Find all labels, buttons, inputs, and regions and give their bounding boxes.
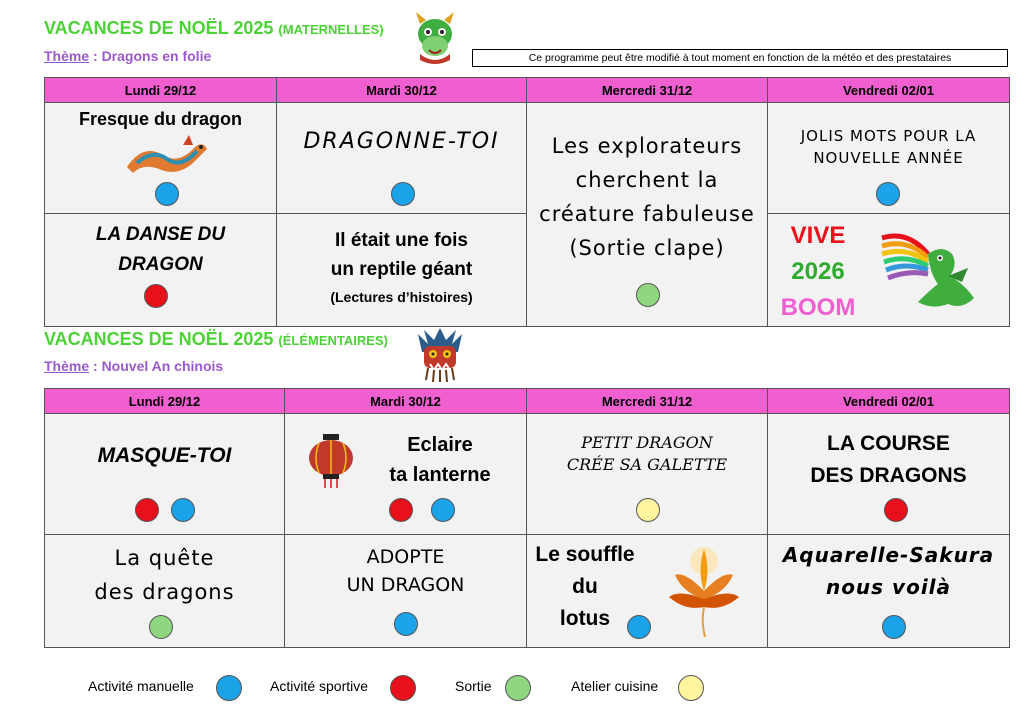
activity-manuelle-dot: [391, 182, 415, 206]
activity-title: [768, 125, 1009, 169]
activity-line: PETIT DRAGON: [581, 433, 713, 452]
legend-sportive-dot: [390, 675, 416, 701]
activity-title: [285, 543, 526, 599]
elementaires-table: [44, 388, 1010, 648]
activity-cell: [768, 214, 1010, 327]
theme-value: : Dragons en folie: [89, 48, 212, 64]
activity-sportive-dot: [389, 498, 413, 522]
day-header: Mercredi 31/12: [527, 389, 768, 414]
elementaires-title-text: VACANCES DE NOËL 2025: [44, 329, 274, 349]
activity-sortie-dot: [636, 283, 660, 307]
activity-cell: [527, 535, 768, 648]
rainbow-dragon-illustration: [878, 224, 984, 314]
theme-label: Thème: [44, 358, 90, 374]
activity-line: BOOM: [780, 294, 856, 321]
activity-cell: [45, 103, 277, 214]
chinese-dragon-mask-icon: [414, 326, 466, 382]
activity-manuelle-dot: [876, 182, 900, 206]
activity-title: Fresque du dragon: [78, 109, 242, 129]
activity-line: nous voilà: [825, 575, 952, 599]
maternelles-title: [44, 18, 384, 39]
activity-sortie-dot: [149, 615, 173, 639]
activity-line: du: [572, 575, 598, 598]
activity-cell: [285, 414, 527, 535]
lantern-icon: [307, 434, 355, 488]
activity-cuisine-dot: [636, 498, 660, 522]
activity-title: [527, 539, 643, 635]
maternelles-title-text: VACANCES DE NOËL 2025: [44, 18, 274, 38]
activity-cell: [527, 103, 768, 327]
legend-sportive-label: Activité sportive: [270, 678, 369, 694]
activity-line: LA DANSE DU: [95, 224, 226, 245]
day-header: Lundi 29/12: [45, 78, 277, 103]
day-header: Mercredi 31/12: [527, 78, 768, 103]
activity-title: [768, 428, 1009, 492]
activity-cell: [45, 535, 285, 648]
legend-manuelle-dot: [216, 675, 242, 701]
activity-line: ADOPTE: [366, 546, 445, 568]
maternelles-table: [44, 77, 1010, 327]
activity-cell: [768, 103, 1010, 214]
activity-line: Il était une fois: [334, 230, 469, 251]
legend-sortie-label: Sortie: [455, 678, 492, 694]
activity-cell: [45, 214, 277, 327]
activity-title: [45, 541, 284, 609]
activity-line: (Lectures d’histoires): [330, 289, 473, 305]
activity-line: Aquarelle-Sakura: [782, 543, 995, 567]
activity-cell: [527, 414, 768, 535]
activity-title: [45, 220, 276, 280]
activity-title: DRAGONNE-TOI: [303, 129, 500, 154]
activity-line: CRÉE SA GALETTE: [566, 455, 728, 474]
activity-title: [527, 129, 767, 265]
maternelles-subtitle: (MATERNELLES): [278, 22, 384, 37]
activity-sportive-dot: [884, 498, 908, 522]
activity-manuelle-dot: [394, 612, 418, 636]
activity-line: cherchent la: [575, 168, 719, 192]
boom-text: [768, 218, 868, 326]
activity-line: DRAGON: [118, 254, 203, 275]
legend-manuelle-label: Activité manuelle: [88, 678, 194, 694]
activity-cell: [277, 103, 527, 214]
activity-line: (Sortie clape): [569, 236, 725, 260]
day-header: Lundi 29/12: [45, 389, 285, 414]
activity-manuelle-dot: [627, 615, 651, 639]
activity-title: [527, 432, 767, 476]
activity-sportive-dot: [144, 284, 168, 308]
maternelles-theme: [44, 48, 211, 64]
day-header: Mardi 30/12: [285, 389, 527, 414]
activity-line: Le souffle: [535, 543, 635, 566]
activity-manuelle-dot: [155, 182, 179, 206]
activity-manuelle-dot: [882, 615, 906, 639]
activity-line: Les explorateurs: [551, 134, 743, 158]
activity-line: lotus: [559, 607, 611, 630]
activity-cell: [45, 414, 285, 535]
activity-line: La quête: [114, 546, 215, 570]
activity-line: NOUVELLE ANNÉE: [813, 149, 964, 167]
elementaires-title: [44, 329, 388, 350]
legend-cuisine-label: Atelier cuisine: [571, 678, 659, 694]
program-notice: Ce programme peut être modifié à tout moment en fonction de la météo et des prestataires: [472, 49, 1008, 67]
lotus-icon: [665, 541, 743, 641]
dragon-head-icon: [412, 10, 458, 64]
activity-line: 2026: [791, 258, 845, 285]
legend-sortie-dot: [505, 675, 531, 701]
activity-cell: [768, 414, 1010, 535]
activity-cell: [768, 535, 1010, 648]
theme-label: Thème: [44, 48, 90, 64]
day-header: Vendredi 02/01: [768, 389, 1010, 414]
day-header: Mardi 30/12: [277, 78, 527, 103]
activity-line: Eclaire: [407, 434, 473, 456]
activity-line: des dragons: [94, 580, 235, 604]
activity-line: JOLIS MOTS POUR LA: [800, 127, 977, 145]
dragon-illustration: [123, 133, 209, 177]
legend-cuisine-dot: [678, 675, 704, 701]
activity-title: [277, 226, 526, 310]
activity-line: ta lanterne: [389, 464, 491, 486]
elementaires-subtitle: (ÉLÉMENTAIRES): [278, 333, 388, 348]
theme-value: : Nouvel An chinois: [89, 358, 224, 374]
activity-line: LA COURSE: [827, 432, 950, 455]
activity-sportive-dot: [135, 498, 159, 522]
activity-cell: [285, 535, 527, 648]
activity-title: [365, 430, 515, 490]
activity-line: VIVE: [790, 222, 846, 249]
activity-cell: [277, 214, 527, 327]
activity-title: MASQUE-TOI: [97, 444, 232, 467]
activity-manuelle-dot: [431, 498, 455, 522]
activity-line: créature fabuleuse: [539, 202, 755, 226]
activity-manuelle-dot: [171, 498, 195, 522]
elementaires-theme: [44, 358, 223, 374]
day-header: Vendredi 02/01: [768, 78, 1010, 103]
activity-title: [768, 539, 1009, 603]
activity-line: UN DRAGON: [346, 574, 465, 596]
activity-line: un reptile géant: [330, 259, 473, 280]
activity-line: DES DRAGONS: [810, 464, 967, 487]
